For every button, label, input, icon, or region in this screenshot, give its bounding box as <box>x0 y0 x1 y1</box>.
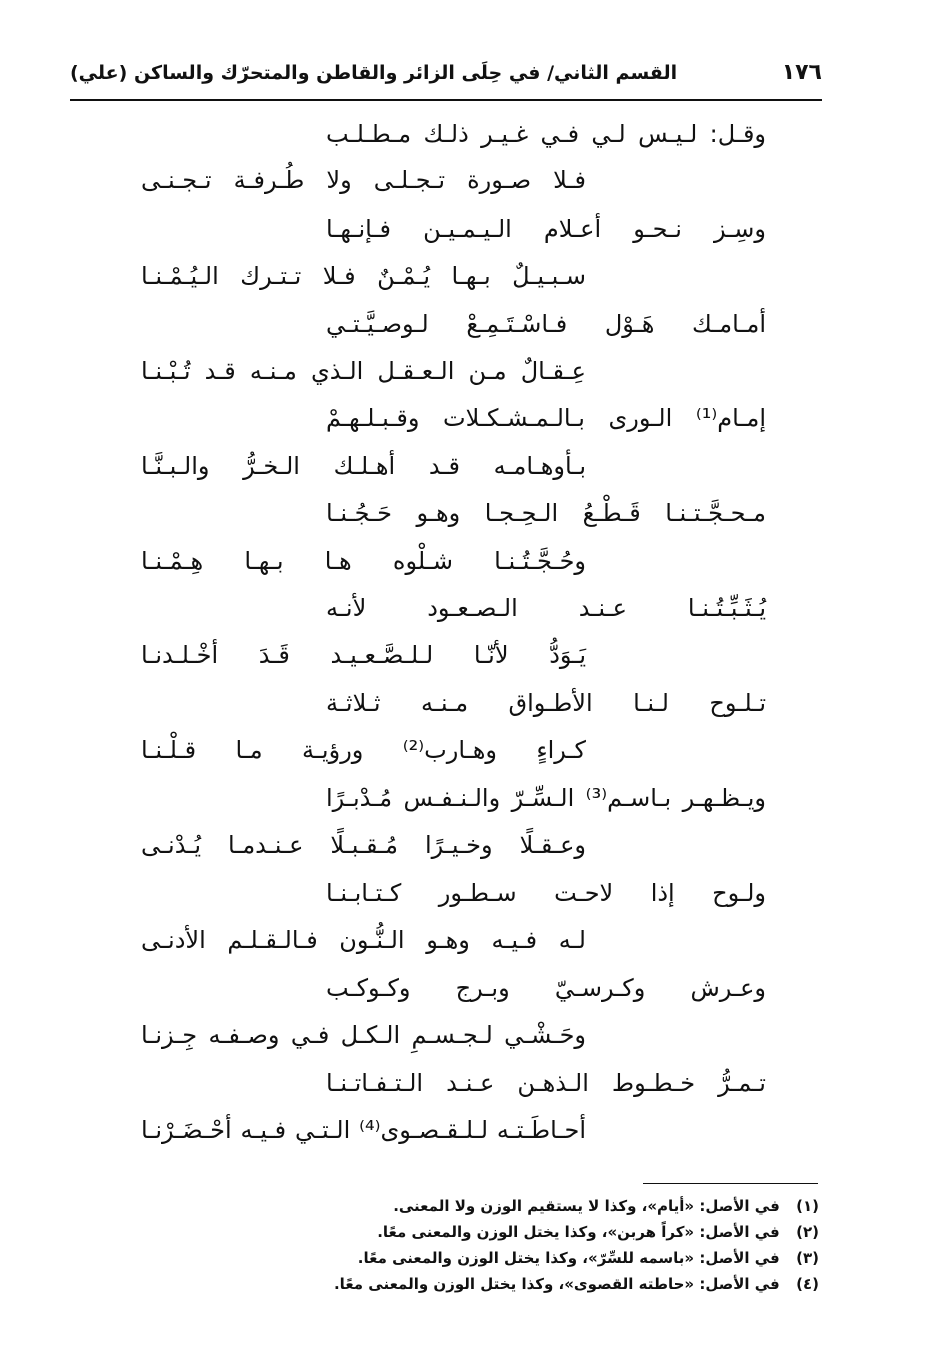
footnote <box>259 1271 819 1297</box>
verse-line: يَـوَدُّ لأنّـا لـلـصَّـعـيـد قَـدَ أخْـلـدنـا <box>141 641 586 669</box>
footnotes <box>259 1193 819 1297</box>
verse-line: يُـثَـبِّـتُـنـا عـنـد الـصـعـود لأنـه <box>326 594 766 622</box>
footnote-text: في الأصل: «باسمه للسِّرّ»، وكذا يختل الوزن والمعنى معًا. <box>357 1249 780 1267</box>
running-title: القسم الثاني/ في حِلَى الزائر والقاطن والمتحرّك والساكن (علي) <box>70 62 678 84</box>
verse-line: فـلا صـورة تـجـلـى ولا طُـرفـة تـجـنـى <box>141 166 586 194</box>
verse-line: إمـام⁽¹⁾ الـورى بـالـمـشـكـلات وقـبـلـهـمْ <box>326 404 766 432</box>
verse-line: كـراءٍ وهـارب⁽²⁾ ورؤيـة مـا قـلْـنـا <box>141 736 586 764</box>
footnote-text: في الأصل: «كراً هربن»، وكذا يختل الوزن والمعنى معًا. <box>377 1223 780 1241</box>
verse-line: وحَـشْـي لـجـسـمِ الـكـل فـي وصـفـه جِـزنـا <box>141 1021 586 1049</box>
footnote-number: (٢) <box>796 1223 819 1241</box>
running-header <box>70 58 822 98</box>
footnote <box>259 1193 819 1219</box>
verse-line: أمـامـك هَـوْل فـاسْـتَـمِـعْ لـوصـيَّـتـي <box>326 310 766 338</box>
footnote-text: في الأصل: «حاطته القصوى»، وكذا يختل الوزن والمعنى معًا. <box>333 1275 780 1293</box>
footnote <box>259 1219 819 1245</box>
footnote <box>259 1245 819 1271</box>
footnote-number: (٣) <box>796 1249 819 1267</box>
verse-line: ويـظـهـر بـاسـم⁽³⁾ الـسِّـرّ والـنـفـس مُـدْبـرًا <box>326 784 766 812</box>
verse-line: وحُـجَّـتُـنـا شـلْوه هـا بـهـا هِـمْـنـا <box>141 547 586 575</box>
verse-line: ولـوح إذا لاحـت سـطـور كـتـابـنـا <box>326 879 766 907</box>
verse-line: وقـل: لـيـس لـي فـي غـيـر ذلـك مـطـلـب <box>326 120 766 148</box>
verse-line: وسِـز نـحـو أعـلام الـيـمـيـن فـإنـهـا <box>326 215 766 243</box>
verse-line: تـمـرُّ خـطـوط الـذهـن عـنـد الـتـفـاتـنـا <box>326 1069 766 1097</box>
footnote-rule <box>643 1183 818 1184</box>
page-number: ١٧٦ <box>781 60 822 85</box>
footnote-text: في الأصل: «أيام»، وكذا لا يستقيم الوزن ولا المعنى. <box>393 1197 780 1215</box>
verse-line: سـبـيـلٌ بـهـا يُـمْـنٌ فـلا تـتـرك الـيُـمْـنـا <box>141 262 586 290</box>
header-rule <box>70 99 822 101</box>
verse-line: عِـقـالٌ مـن الـعـقـل الـذي مـنـه قـد تُـبْـنـا <box>141 357 586 385</box>
verse-line: لـه فـيـه وهـو الـنُّـون فـالـقـلـم الأدنـى <box>141 926 586 954</box>
verse-line: بـأوهـامـه قـد أهـلـك الـخـرُّ والـبـنَّـا <box>141 452 586 480</box>
verse-line: وعـرش وكـرسـيّ وبـرج وكـوكـب <box>326 974 766 1002</box>
footnote-number: (٤) <box>796 1275 819 1293</box>
verse-line: مـحـجَّـتـنـا قَـطْـعُ الـحِـجـا وهـو حَـجُـنـا <box>326 499 766 527</box>
verse-line: وعـقـلًا وخـيـرًا مُـقـبـلًا عـنـدمـا يُـدْنـى <box>141 831 586 859</box>
footnote-number: (١) <box>796 1197 819 1215</box>
verse-line: أحـاطَـتـه لـلـقـصـوى⁽⁴⁾ الـتـي فـيـه أحْـضَـرْنـا <box>141 1116 586 1144</box>
verse-line: تـلـوح لـنـا الأطـواق مـنـه ثـلاثـة <box>326 689 766 717</box>
